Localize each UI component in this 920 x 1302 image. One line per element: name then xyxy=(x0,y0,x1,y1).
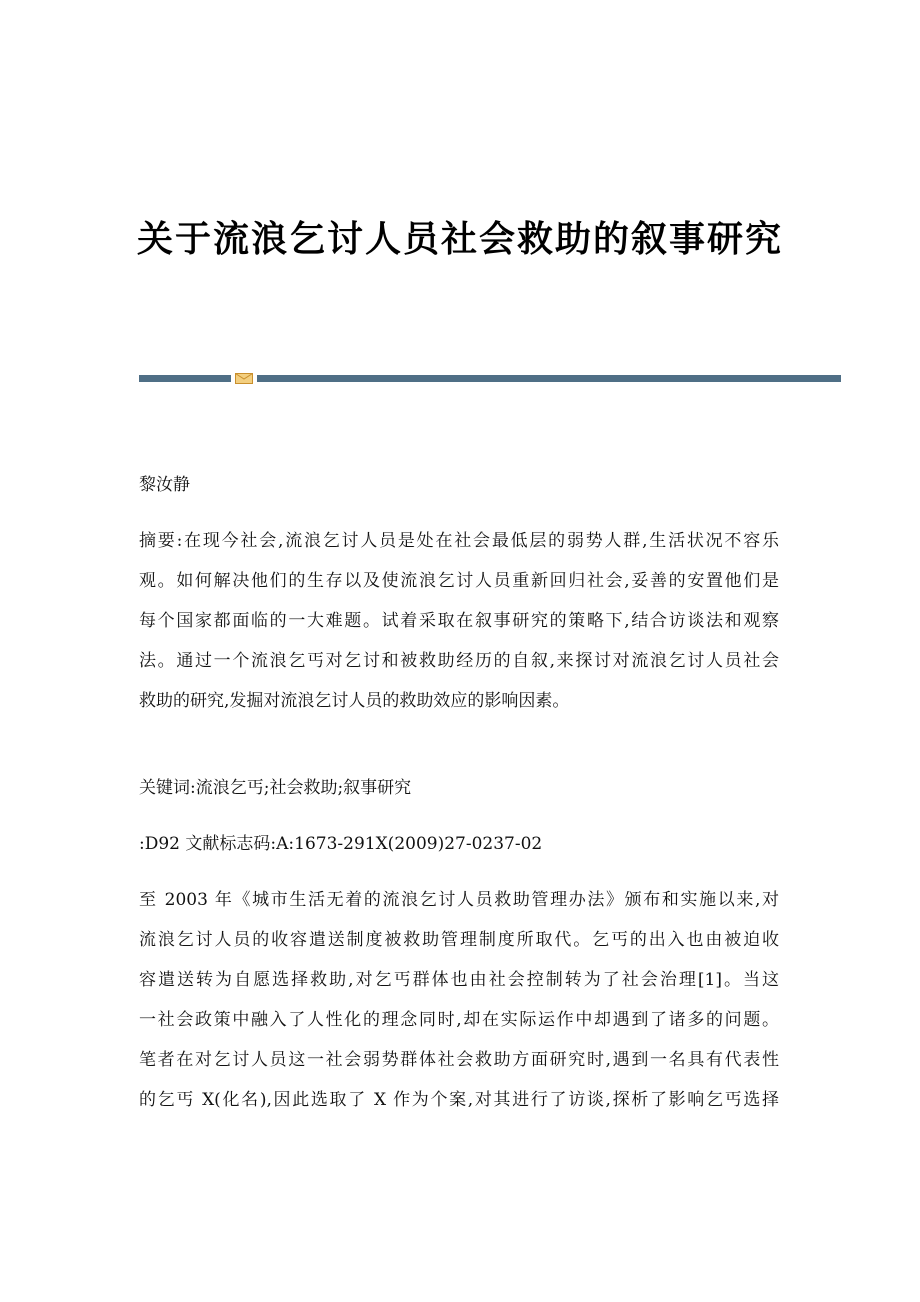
body-line: 的乞丐 X(化名),因此选取了 X 作为个案,对其进行了访谈,探析了影响乞丐选择 xyxy=(139,1090,779,1110)
document-title: 关于流浪乞讨人员社会救助的叙事研究 xyxy=(136,218,783,260)
abstract-line: 法。通过一个流浪乞丐对乞讨和被救助经历的自叙,来探讨对流浪乞讨人员社会 xyxy=(139,651,779,671)
divider-right-bar xyxy=(257,375,841,382)
body-line: 至 2003 年《城市生活无着的流浪乞讨人员救助管理办法》颁布和实施以来,对 xyxy=(139,890,779,910)
abstract-line: 观。如何解决他们的生存以及使流浪乞讨人员重新回归社会,妥善的安置他们是 xyxy=(139,571,779,591)
keywords-line xyxy=(139,773,779,803)
classification-line xyxy=(139,829,779,859)
body-line: 笔者在对乞讨人员这一社会弱势群体社会救助方面研究时,遇到一名具有代表性 xyxy=(139,1050,779,1070)
title-divider xyxy=(139,373,841,384)
body-line: 容遣送转为自愿选择救助,对乞丐群体也由社会控制转为了社会治理[1]。当这 xyxy=(139,970,779,990)
divider-left-bar xyxy=(139,375,231,382)
body-paragraph xyxy=(139,885,779,1125)
classification-text: :D92 文献标志码:A:1673-291X(2009)27-0237-02 xyxy=(139,834,543,854)
abstract-line: 摘要:在现今社会,流浪乞讨人员是处在社会最低层的弱势人群,生活状况不容乐 xyxy=(139,531,779,551)
abstract-line: 救助的研究,发掘对流浪乞讨人员的救助效应的影响因素。 xyxy=(139,691,570,711)
keywords-text: 关键词:流浪乞丐;社会救助;叙事研究 xyxy=(139,778,412,798)
abstract-paragraph xyxy=(139,526,779,726)
body-line: 一社会政策中融入了人性化的理念同时,却在实际运作中却遇到了诸多的问题。 xyxy=(139,1010,779,1030)
author-name: 黎汝静 xyxy=(139,475,190,495)
body-line: 流浪乞讨人员的收容遣送制度被救助管理制度所取代。乞丐的出入也由被迫收 xyxy=(139,930,779,950)
abstract-line: 每个国家都面临的一大难题。试着采取在叙事研究的策略下,结合访谈法和观察 xyxy=(139,611,779,631)
envelope-ornament-icon xyxy=(235,373,253,384)
